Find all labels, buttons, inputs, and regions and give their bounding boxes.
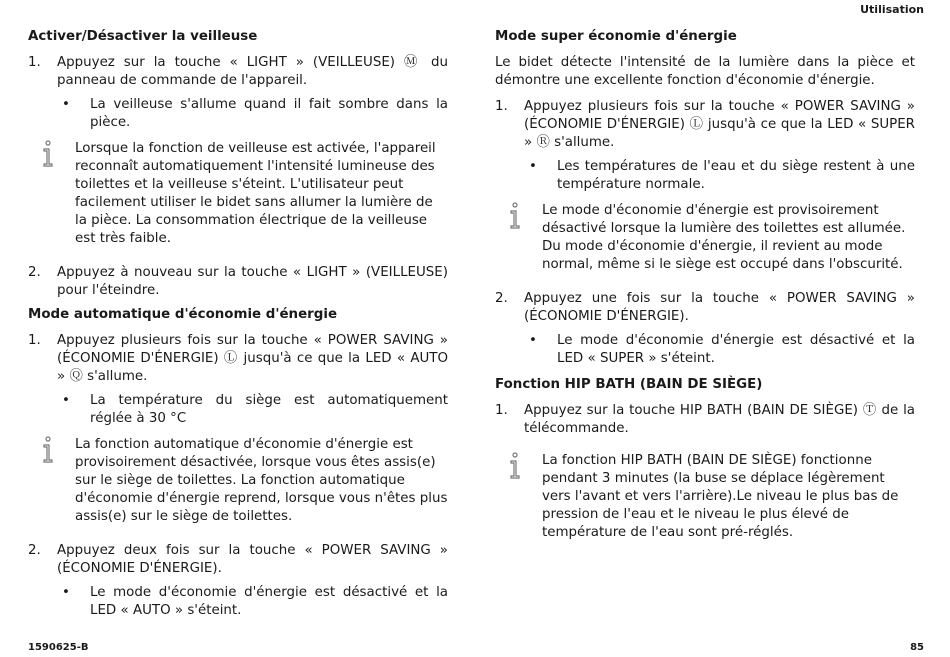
info-icon [40,436,56,464]
step [495,290,915,326]
step-number: 1. [495,403,508,418]
step-number: 2. [28,265,41,280]
bullet-item [495,158,915,194]
step-text: Appuyez une fois sur la touche « POWER SAVING » (ÉCONOMIE D'ÉNERGIE). [524,291,915,324]
bullet-symbol: • [529,159,537,174]
info-note [495,202,915,274]
note-text: La fonction HIP BATH (BAIN DE SIÈGE) fonctionne pendant 3 minutes (la buse se déplace légèrement vers l'avant et vers l'arrière).Le niveau le plus bas de pression de l'eau et le niveau le plus élevé de température de l'eau sont pré-réglés. [542,453,899,540]
info-note [28,140,448,248]
section-title-auto-saving: Mode automatique d'économie d'énergie [28,307,338,322]
step-text: Appuyez plusieurs fois sur la touche « POWER SAVING » (ÉCONOMIE D'ÉNERGIE) Ⓛ jusqu'à ce que la LED « AUTO » Ⓠ s'allume. [57,333,448,384]
bullet-text: La veilleuse s'allume quand il fait sombre dans la pièce. [90,97,448,130]
step-number: 2. [28,543,41,558]
step-number: 1. [28,55,41,70]
bullet-symbol: • [62,97,70,112]
info-note [28,436,448,526]
step-text: Appuyez sur la touche « LIGHT » (VEILLEUSE) Ⓜ du panneau de commande de l'appareil. [57,55,448,88]
bullet-text: Le mode d'économie d'énergie est désactivé et la LED « SUPER » s'éteint. [557,333,915,366]
bullet-symbol: • [529,333,537,348]
bullet-item [28,584,448,620]
note-text: Lorsque la fonction de veilleuse est activée, l'appareil reconnaît automatiquement l'intensité lumineuse des toilettes et la veilleuse s'éteint. L'utilisateur peut facilement utiliser le bidet sans allumer la lumière de la pièce. La consommation électrique de la veilleuse est très faible. [75,141,436,246]
bullet-text: Les températures de l'eau et du siège restent à une température normale. [557,159,915,192]
step [28,264,448,300]
info-icon [40,140,56,168]
section-title-super-saving: Mode super économie d'énergie [495,29,737,44]
info-note [495,452,915,542]
bullet-item [28,96,448,132]
step-text: Appuyez sur la touche HIP BATH (BAIN DE SIÈGE) Ⓣ de la télécommande. [524,403,915,436]
step [495,98,915,152]
info-icon [507,202,523,230]
step [495,402,915,438]
bullet-text: La température du siège est automatiquement réglée à 30 °C [90,393,448,426]
bullet-symbol: • [62,393,70,408]
page-number: 85 [910,642,924,653]
step-number: 2. [495,291,508,306]
section-title-hip-bath: Fonction HIP BATH (BAIN DE SIÈGE) [495,377,763,392]
left-column [28,28,448,628]
step [28,542,448,578]
step-number: 1. [495,99,508,114]
intro-paragraph: Le bidet détecte l'intensité de la lumière dans la pièce et démontre une excellente fonction d'économie d'énergie. [495,55,915,88]
running-header: Utilisation [860,3,924,16]
step-text: Appuyez à nouveau sur la touche « LIGHT » (VEILLEUSE) pour l'éteindre. [57,265,448,298]
bullet-symbol: • [62,585,70,600]
bullet-item [28,392,448,428]
note-text: La fonction automatique d'économie d'énergie est provisoirement désactivée, lorsque vous êtes assis(e) sur le siège de toilettes. La fonction automatique d'économie d'énergie reprend, lorsque vous n'êtes plus assis(e) sur le siège de toilettes. [75,437,448,524]
step-number: 1. [28,333,41,348]
step [28,332,448,386]
step-text: Appuyez deux fois sur la touche « POWER SAVING » (ÉCONOMIE D'ÉNERGIE). [57,543,448,576]
right-column [495,28,915,558]
section-title-night-light: Activer/Désactiver la veilleuse [28,29,258,44]
step-text: Appuyez plusieurs fois sur la touche « POWER SAVING » (ÉCONOMIE D'ÉNERGIE) Ⓛ jusqu'à ce que la LED « SUPER » Ⓡ s'allume. [524,99,915,150]
bullet-item [495,332,915,368]
bullet-text: Le mode d'économie d'énergie est désactivé et la LED « AUTO » s'éteint. [90,585,448,618]
note-text: Le mode d'économie d'énergie est provisoirement désactivé lorsque la lumière des toilettes est allumée. Du mode d'économie d'énergie, il revient au mode normal, même si le siège est occupé dans l'obscurité. [542,203,906,272]
step [28,54,448,90]
info-icon [507,452,523,480]
document-code: 1590625-B [28,642,89,653]
